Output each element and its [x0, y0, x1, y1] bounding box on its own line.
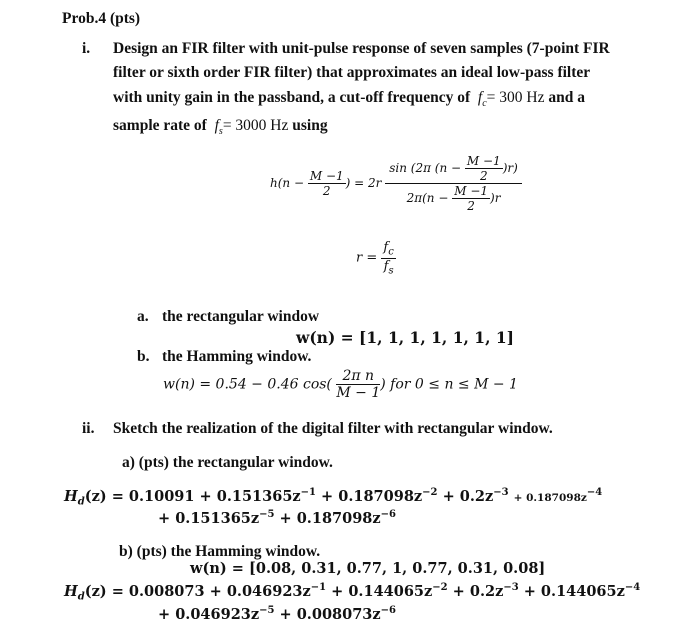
- hd-rect-line-1: $H_d(z) = 0.10091 + 0.151365z^{-1} + 0.187098z^{-2} + 0.2z^{-3} + 0.187098z^{-4}$: [64, 487, 603, 508]
- part-ii-text: Sketch the realization of the digital filter with rectangular window.: [113, 420, 553, 437]
- rate-text: sample rate of: [113, 117, 207, 134]
- hd-hamming-line-1: $H_d(z) = 0.008073 + 0.046923z^{-1} + 0.144065z^{-2} + 0.2z^{-3} + 0.144065z^{-4}$: [64, 582, 641, 603]
- part-ii-a-label: a) (pts) the rectangular window.: [122, 454, 333, 471]
- hd-rect-line-2: + $0.151365z^{-5} + 0.187098z^{-6}$: [158, 509, 396, 527]
- item-b-text: the Hamming window.: [162, 348, 312, 365]
- rate-value: = 3000 Hz: [222, 117, 289, 134]
- cutoff-value: = 300 Hz: [486, 89, 545, 106]
- part-i-numeral: i.: [82, 40, 91, 57]
- part-i-line-4: [113, 115, 328, 143]
- hamming-window-values: w(n) = [0.08, 0.31, 0.77, 1, 0.77, 0.31, 0.08]: [190, 560, 546, 577]
- hd-hamming-line-2: + $0.046923z^{-5} + 0.008073z^{-6}$: [158, 605, 396, 623]
- cutoff-tail: and a: [548, 89, 585, 106]
- cutoff-text: with unity gain in the passband, a cut-off frequency of: [113, 89, 471, 106]
- item-a-label: a.: [137, 308, 149, 325]
- part-i-line-3: [113, 87, 585, 115]
- item-b-label: b.: [137, 348, 150, 365]
- formula-h: h(n − $\frac{M -1}{2}$ ) = 2r sin (2π (n − $\frac{M -1}{2}$ )r) 2π(n − $\frac{M -1}{2}$ )r: [270, 154, 522, 213]
- formula-r: r = $\frac{f_c}{f_s}$: [356, 240, 394, 277]
- rate-symbol: $f_s$: [210, 117, 223, 138]
- part-ii-b-label: b) (pts) the Hamming window.: [119, 543, 321, 560]
- part-i-line-2: filter or sixth order FIR filter) that approximates an ideal low-pass filter: [113, 64, 591, 81]
- problem-heading: Prob.4 (pts): [62, 10, 141, 27]
- rate-tail: using: [292, 117, 328, 134]
- item-a-text: the rectangular window: [162, 308, 320, 325]
- hamming-formula: w(n) = 0.54 − 0.46 cos( $\frac{\text{2π n}}{M - 1}$ ) for 0 ≤ n ≤ M − 1: [163, 368, 518, 401]
- cutoff-symbol: $f_c$: [474, 89, 487, 110]
- rect-window-eq: w(n) = [1, 1, 1, 1, 1, 1, 1]: [296, 328, 514, 347]
- part-i-line-1: Design an FIR filter with unit-pulse response of seven samples (7-point FIR: [113, 40, 610, 57]
- formula-h-ratio: sin (2π (n − $\frac{M -1}{2}$ )r) 2π(n − $\frac{M -1}{2}$ )r: [385, 154, 522, 213]
- part-ii-numeral: ii.: [82, 420, 95, 437]
